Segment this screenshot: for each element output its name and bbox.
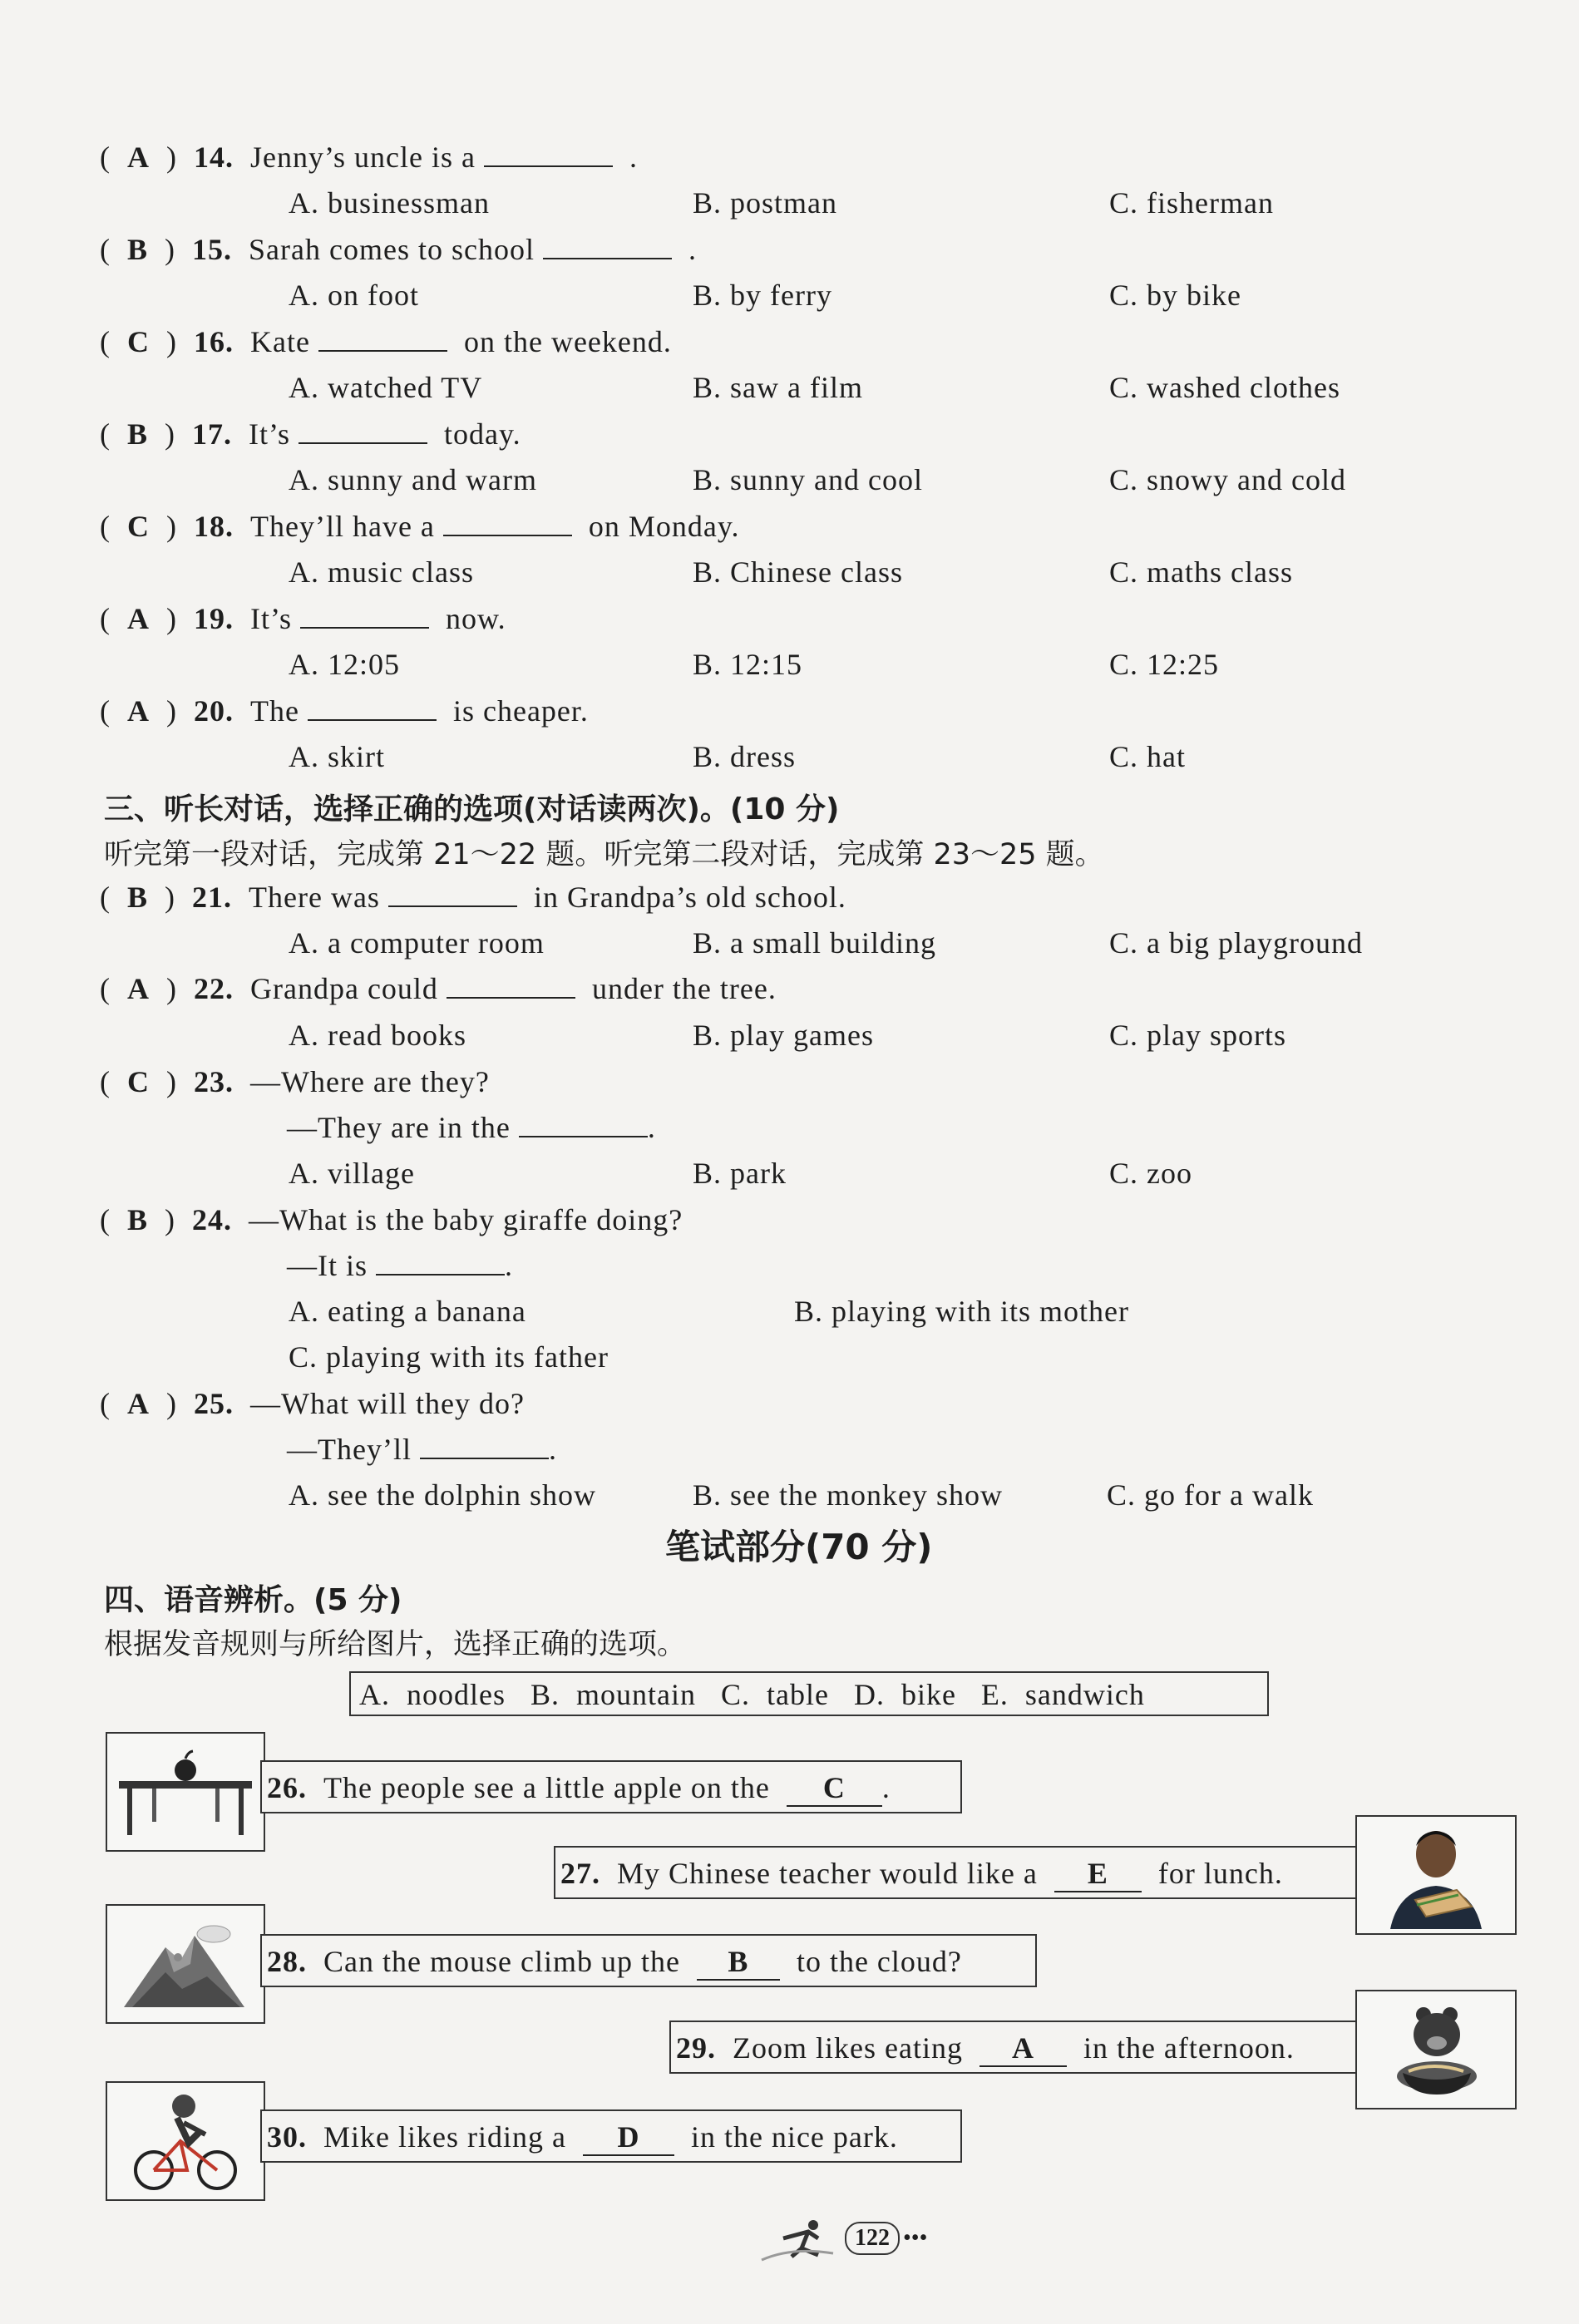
option-c: C. by bike bbox=[1109, 279, 1241, 312]
answer-blank[interactable] bbox=[376, 1249, 505, 1275]
mountain-picture bbox=[106, 1904, 265, 2024]
option-c: C. fisherman bbox=[1109, 186, 1274, 220]
option-a: A. music class bbox=[289, 555, 474, 589]
option-b: B. Chinese class bbox=[693, 555, 903, 589]
written-part-title: 笔试部分(70 分) bbox=[665, 1527, 933, 1567]
option-b: B. play games bbox=[693, 1019, 874, 1052]
answer-blank[interactable] bbox=[308, 694, 437, 721]
answer-blank[interactable] bbox=[519, 1111, 648, 1137]
answer-fill[interactable]: D bbox=[583, 2119, 674, 2156]
question-23: ( C ) 23. —Where are they? bbox=[100, 1065, 490, 1098]
answer-blank[interactable] bbox=[447, 972, 575, 999]
option-b: B. postman bbox=[693, 186, 838, 220]
answer-mark: B bbox=[127, 233, 149, 266]
option-a: A. village bbox=[289, 1157, 415, 1190]
option-a: A. 12:05 bbox=[289, 648, 400, 681]
word-bank-text: A. noodles B. mountain C. table D. bike E. sandwich bbox=[359, 1678, 1145, 1711]
section-3-title: 三、听长对话，选择正确的选项(对话读两次)。(10 分) bbox=[104, 792, 840, 826]
bear-icon bbox=[1357, 1991, 1515, 2108]
option-a: A. sunny and warm bbox=[289, 463, 537, 496]
bike-picture bbox=[106, 2081, 265, 2201]
answer-mark: B bbox=[127, 1203, 149, 1236]
answer-mark: C bbox=[127, 325, 150, 358]
table-icon bbox=[107, 1734, 264, 1850]
answer-blank[interactable] bbox=[300, 602, 429, 629]
option-c: C. washed clothes bbox=[1109, 371, 1340, 404]
option-b: B. dress bbox=[693, 740, 796, 773]
option-a: A. read books bbox=[289, 1019, 466, 1052]
question-23-line2: —They are in the . bbox=[287, 1111, 656, 1144]
question-18: ( C ) 18. They’ll have a on Monday. bbox=[100, 510, 740, 543]
answer-mark: C bbox=[127, 510, 150, 543]
answer-fill[interactable]: E bbox=[1054, 1856, 1142, 1892]
answer-mark: B bbox=[127, 417, 149, 451]
option-b: B. a small building bbox=[693, 926, 936, 960]
option-a: A. skirt bbox=[289, 740, 385, 773]
option-c: C. a big playground bbox=[1109, 926, 1363, 960]
answer-mark: A bbox=[127, 1387, 150, 1420]
question-16: ( C ) 16. Kate on the weekend. bbox=[100, 325, 672, 358]
question-15: ( B ) 15. Sarah comes to school . bbox=[100, 233, 697, 266]
bear-noodles-picture bbox=[1355, 1990, 1517, 2109]
item-30: 30. Mike likes riding a D in the nice park. bbox=[260, 2109, 962, 2163]
runner-icon bbox=[758, 2213, 841, 2263]
option-b: B. playing with its mother bbox=[794, 1295, 1129, 1328]
option-c: C. snowy and cold bbox=[1109, 463, 1346, 496]
option-c: C. maths class bbox=[1109, 555, 1293, 589]
question-19: ( A ) 19. It’s now. bbox=[100, 602, 506, 635]
option-a: A. on foot bbox=[289, 279, 419, 312]
item-28: 28. Can the mouse climb up the B to the cloud? bbox=[260, 1934, 1037, 1987]
page-footer bbox=[758, 2213, 927, 2263]
question-25-line2: —They’ll . bbox=[287, 1433, 557, 1466]
option-c: C. 12:25 bbox=[1109, 648, 1220, 681]
option-a: A. see the dolphin show bbox=[289, 1478, 596, 1512]
option-c: C. hat bbox=[1109, 740, 1186, 773]
teacher-icon bbox=[1357, 1817, 1515, 1933]
teacher-sandwich-picture bbox=[1355, 1815, 1517, 1935]
answer-blank[interactable] bbox=[318, 325, 447, 352]
answer-blank[interactable] bbox=[388, 881, 517, 907]
option-a: A. businessman bbox=[289, 186, 490, 220]
answer-mark: A bbox=[127, 141, 150, 174]
option-b: B. by ferry bbox=[693, 279, 832, 312]
question-24-line2: —It is . bbox=[287, 1249, 514, 1282]
option-a: A. a computer room bbox=[289, 926, 545, 960]
answer-blank[interactable] bbox=[443, 510, 572, 536]
answer-mark: C bbox=[127, 1065, 150, 1098]
question-17: ( B ) 17. It’s today. bbox=[100, 417, 521, 451]
answer-fill[interactable]: C bbox=[787, 1770, 882, 1807]
option-a: A. eating a banana bbox=[289, 1295, 526, 1328]
option-b: B. see the monkey show bbox=[693, 1478, 1003, 1512]
answer-blank[interactable] bbox=[299, 417, 427, 444]
item-26: 26. The people see a little apple on the C . bbox=[260, 1760, 962, 1813]
bike-icon bbox=[107, 2083, 264, 2199]
mountain-icon bbox=[107, 1906, 264, 2022]
answer-mark: B bbox=[127, 881, 149, 914]
section-4-title: 四、语音辨析。(5 分) bbox=[104, 1583, 402, 1617]
question-25: ( A ) 25. —What will they do? bbox=[100, 1387, 525, 1420]
answer-blank[interactable] bbox=[420, 1433, 549, 1459]
table-picture bbox=[106, 1732, 265, 1852]
word-bank bbox=[349, 1671, 1269, 1716]
question-14: ( A ) 14. Jenny’s uncle is a . bbox=[100, 141, 638, 174]
option-b: B. saw a film bbox=[693, 371, 863, 404]
answer-fill[interactable]: B bbox=[697, 1944, 780, 1981]
page-dots: ••• bbox=[903, 2225, 928, 2251]
answer-mark: A bbox=[127, 602, 150, 635]
section-4-instruction: 根据发音规则与所给图片，选择正确的选项。 bbox=[104, 1628, 687, 1661]
answer-mark: A bbox=[127, 972, 150, 1005]
question-24: ( B ) 24. —What is the baby giraffe doing? bbox=[100, 1203, 683, 1236]
item-29: 29. Zoom likes eating A in the afternoon. bbox=[669, 2021, 1359, 2074]
answer-blank[interactable] bbox=[484, 141, 613, 167]
question-21: ( B ) 21. There was in Grandpa’s old school. bbox=[100, 881, 846, 914]
answer-mark: A bbox=[127, 694, 150, 728]
question-22: ( A ) 22. Grandpa could under the tree. bbox=[100, 972, 777, 1005]
option-c: C. play sports bbox=[1109, 1019, 1287, 1052]
section-3-instruction: 听完第一段对话，完成第 21～22 题。听完第二段对话，完成第 23～25 题。 bbox=[104, 838, 1104, 871]
answer-fill[interactable]: A bbox=[979, 2030, 1067, 2067]
option-a: A. watched TV bbox=[289, 371, 483, 404]
question-20: ( A ) 20. The is cheaper. bbox=[100, 694, 589, 728]
option-c: C. playing with its father bbox=[289, 1340, 609, 1374]
page-number: 122 bbox=[845, 2222, 900, 2255]
option-c: C. go for a walk bbox=[1107, 1478, 1314, 1512]
option-b: B. park bbox=[693, 1157, 787, 1190]
option-b: B. 12:15 bbox=[693, 648, 803, 681]
item-27: 27. My Chinese teacher would like a E for lunch. bbox=[554, 1846, 1360, 1899]
option-b: B. sunny and cool bbox=[693, 463, 923, 496]
option-c: C. zoo bbox=[1109, 1157, 1192, 1190]
answer-blank[interactable] bbox=[543, 233, 672, 259]
